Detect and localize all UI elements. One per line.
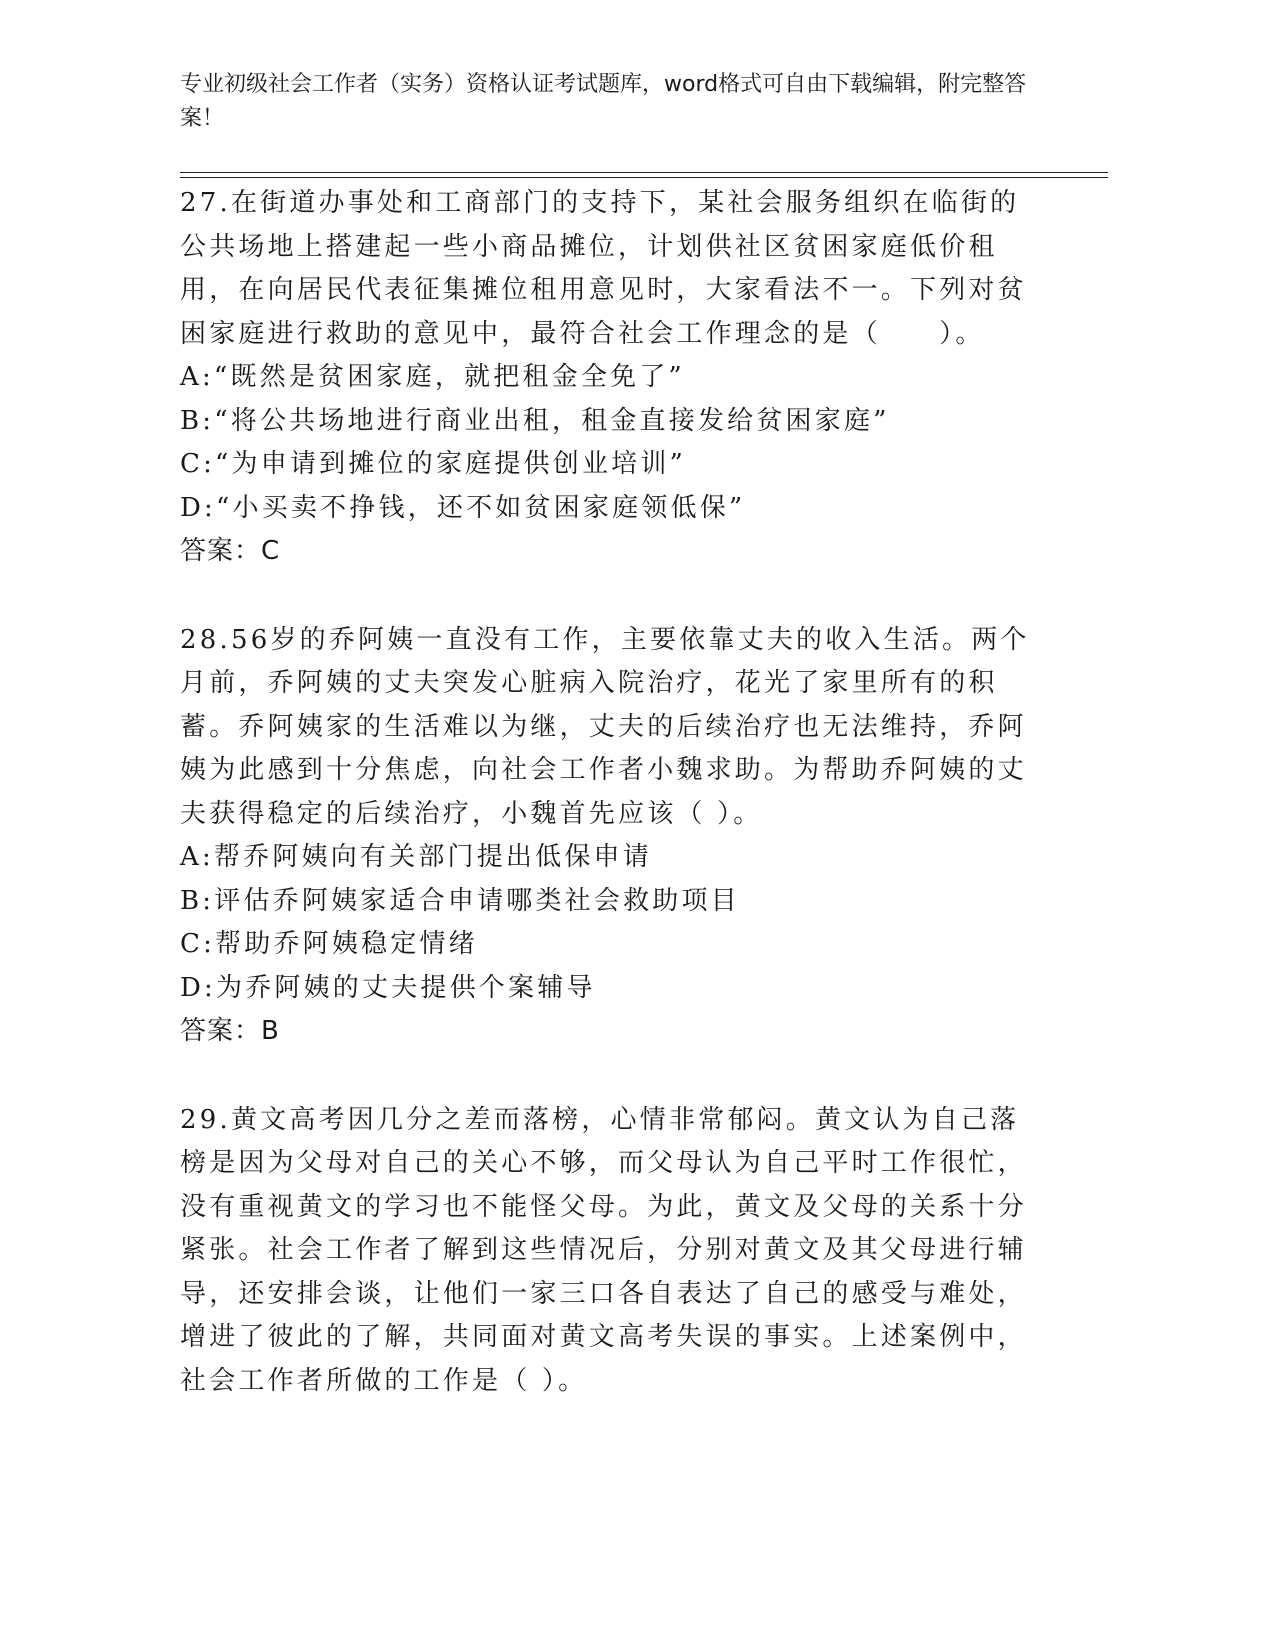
question-stem: 27.在街道办事处和工商部门的支持下，某社会服务组织在临街的公共场地上搭建起一些小商品摊位，计划供社区贫困家庭低价租用，在向居民代表征集摊位租用意见时，大家看法不一。下列对贫困家庭进行救助的意见中，最符合社会工作理念的是（ ）。: [180, 188, 1027, 349]
question-28: [180, 619, 1040, 1054]
question-27: [180, 182, 1040, 574]
answer-line: 答案：C: [180, 536, 281, 566]
option-a: A:“既然是贫困家庭，就把租金全免了”: [180, 362, 685, 392]
option-d: D:“小买卖不挣钱，还不如贫困家庭领低保”: [180, 492, 746, 523]
option-b: B:“将公共场地进行商业出租，租金直接发给贫困家庭”: [180, 405, 890, 436]
answer-line: 答案：B: [180, 1016, 280, 1046]
question-list: [180, 182, 1040, 1448]
option-d: D:为乔阿姨的丈夫提供个案辅导: [180, 972, 596, 1003]
option-c: C:帮助乔阿姨稳定情绪: [180, 929, 478, 959]
question-stem: 29.黄文高考因几分之差而落榜，心情非常郁闷。黄文认为自己落榜是因为父母对自己的关心不够，而父母认为自己平时工作很忙，没有重视黄文的学习也不能怪父母。为此，黄文及父母的关系十分紧张。社会工作者了解到这些情况后，分别对黄文及其父母进行辅导，还安排会谈，让他们一家三口各自表达了自己的感受与难处，增进了彼此的了解，共同面对黄文高考失误的事实。上述案例中，社会工作者所做的工作是（ ）。: [180, 1104, 1027, 1396]
header-double-rule: [180, 172, 1108, 178]
question-stem: 28.56岁的乔阿姨一直没有工作，主要依靠丈夫的收入生活。两个月前，乔阿姨的丈夫突发心脏病入院治疗，花光了家里所有的积蓄。乔阿姨家的生活难以为继，丈夫的后续治疗也无法维持，乔阿姨为此感到十分焦虑，向社会工作者小魏求助。为帮助乔阿姨的丈夫获得稳定的后续治疗，小魏首先应该（ ）。: [180, 624, 1030, 829]
question-29: [180, 1099, 1040, 1404]
page-header: 专业初级社会工作者（实务）资格认证考试题库，word格式可自由下载编辑，附完整答案！: [180, 72, 1027, 131]
option-b: B:评估乔阿姨家适合申请哪类社会救助项目: [180, 885, 740, 916]
option-a: A:帮乔阿姨向有关部门提出低保申请: [180, 842, 652, 872]
option-c: C:“为申请到摊位的家庭提供创业培训”: [180, 449, 687, 479]
